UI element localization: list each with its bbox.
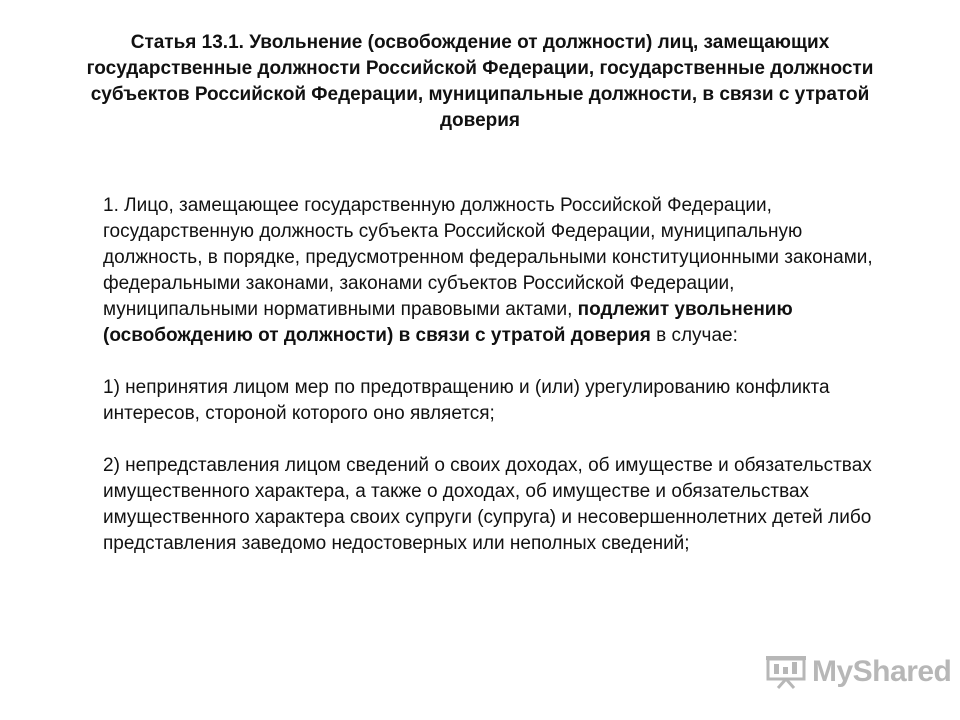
paragraph-1-tail: в случае: — [650, 325, 738, 346]
list-item-1: 1) непринятия лицом мер по предотвращению и (или) урегулированию конфликта интересов, стороной которого оно является; — [103, 377, 830, 424]
presentation-board-icon — [766, 655, 806, 689]
paragraph-1 — [103, 193, 883, 349]
watermark — [766, 655, 951, 689]
list-item-2: 2) непредставления лицом сведений о своих доходах, об имуществе и обязательствах имущественного характера, а также о доходах, об имуществе и обязательствах имущественного характера своих супруги (супруга) и несовершеннолетних детей либо представления заведомо недостоверных или неполных сведений; — [103, 455, 872, 554]
watermark-text: MyShared — [812, 655, 952, 688]
article-title: Статья 13.1. Увольнение (освобождение от должности) лиц, замещающих государственные должности Российской Федерации, государственные должности субъектов Российской Федерации, муниципальные должности, в связи с утратой доверия — [86, 32, 874, 131]
article-body — [103, 193, 883, 583]
paragraph-1-lead: 1. Лицо, замещающее государственную должность Российской Федерации, государственную должность субъекта Российской Федерации, муниципальную должность, в порядке, предусмотренном федеральными конституционными законами, федеральными законами, законами субъектов Российской Федерации, муниципальными нормативными правовыми актами, — [103, 195, 873, 320]
paragraph-1-bold: подлежит увольнению (освобождению от должности) в связи с утратой доверия — [103, 299, 793, 346]
